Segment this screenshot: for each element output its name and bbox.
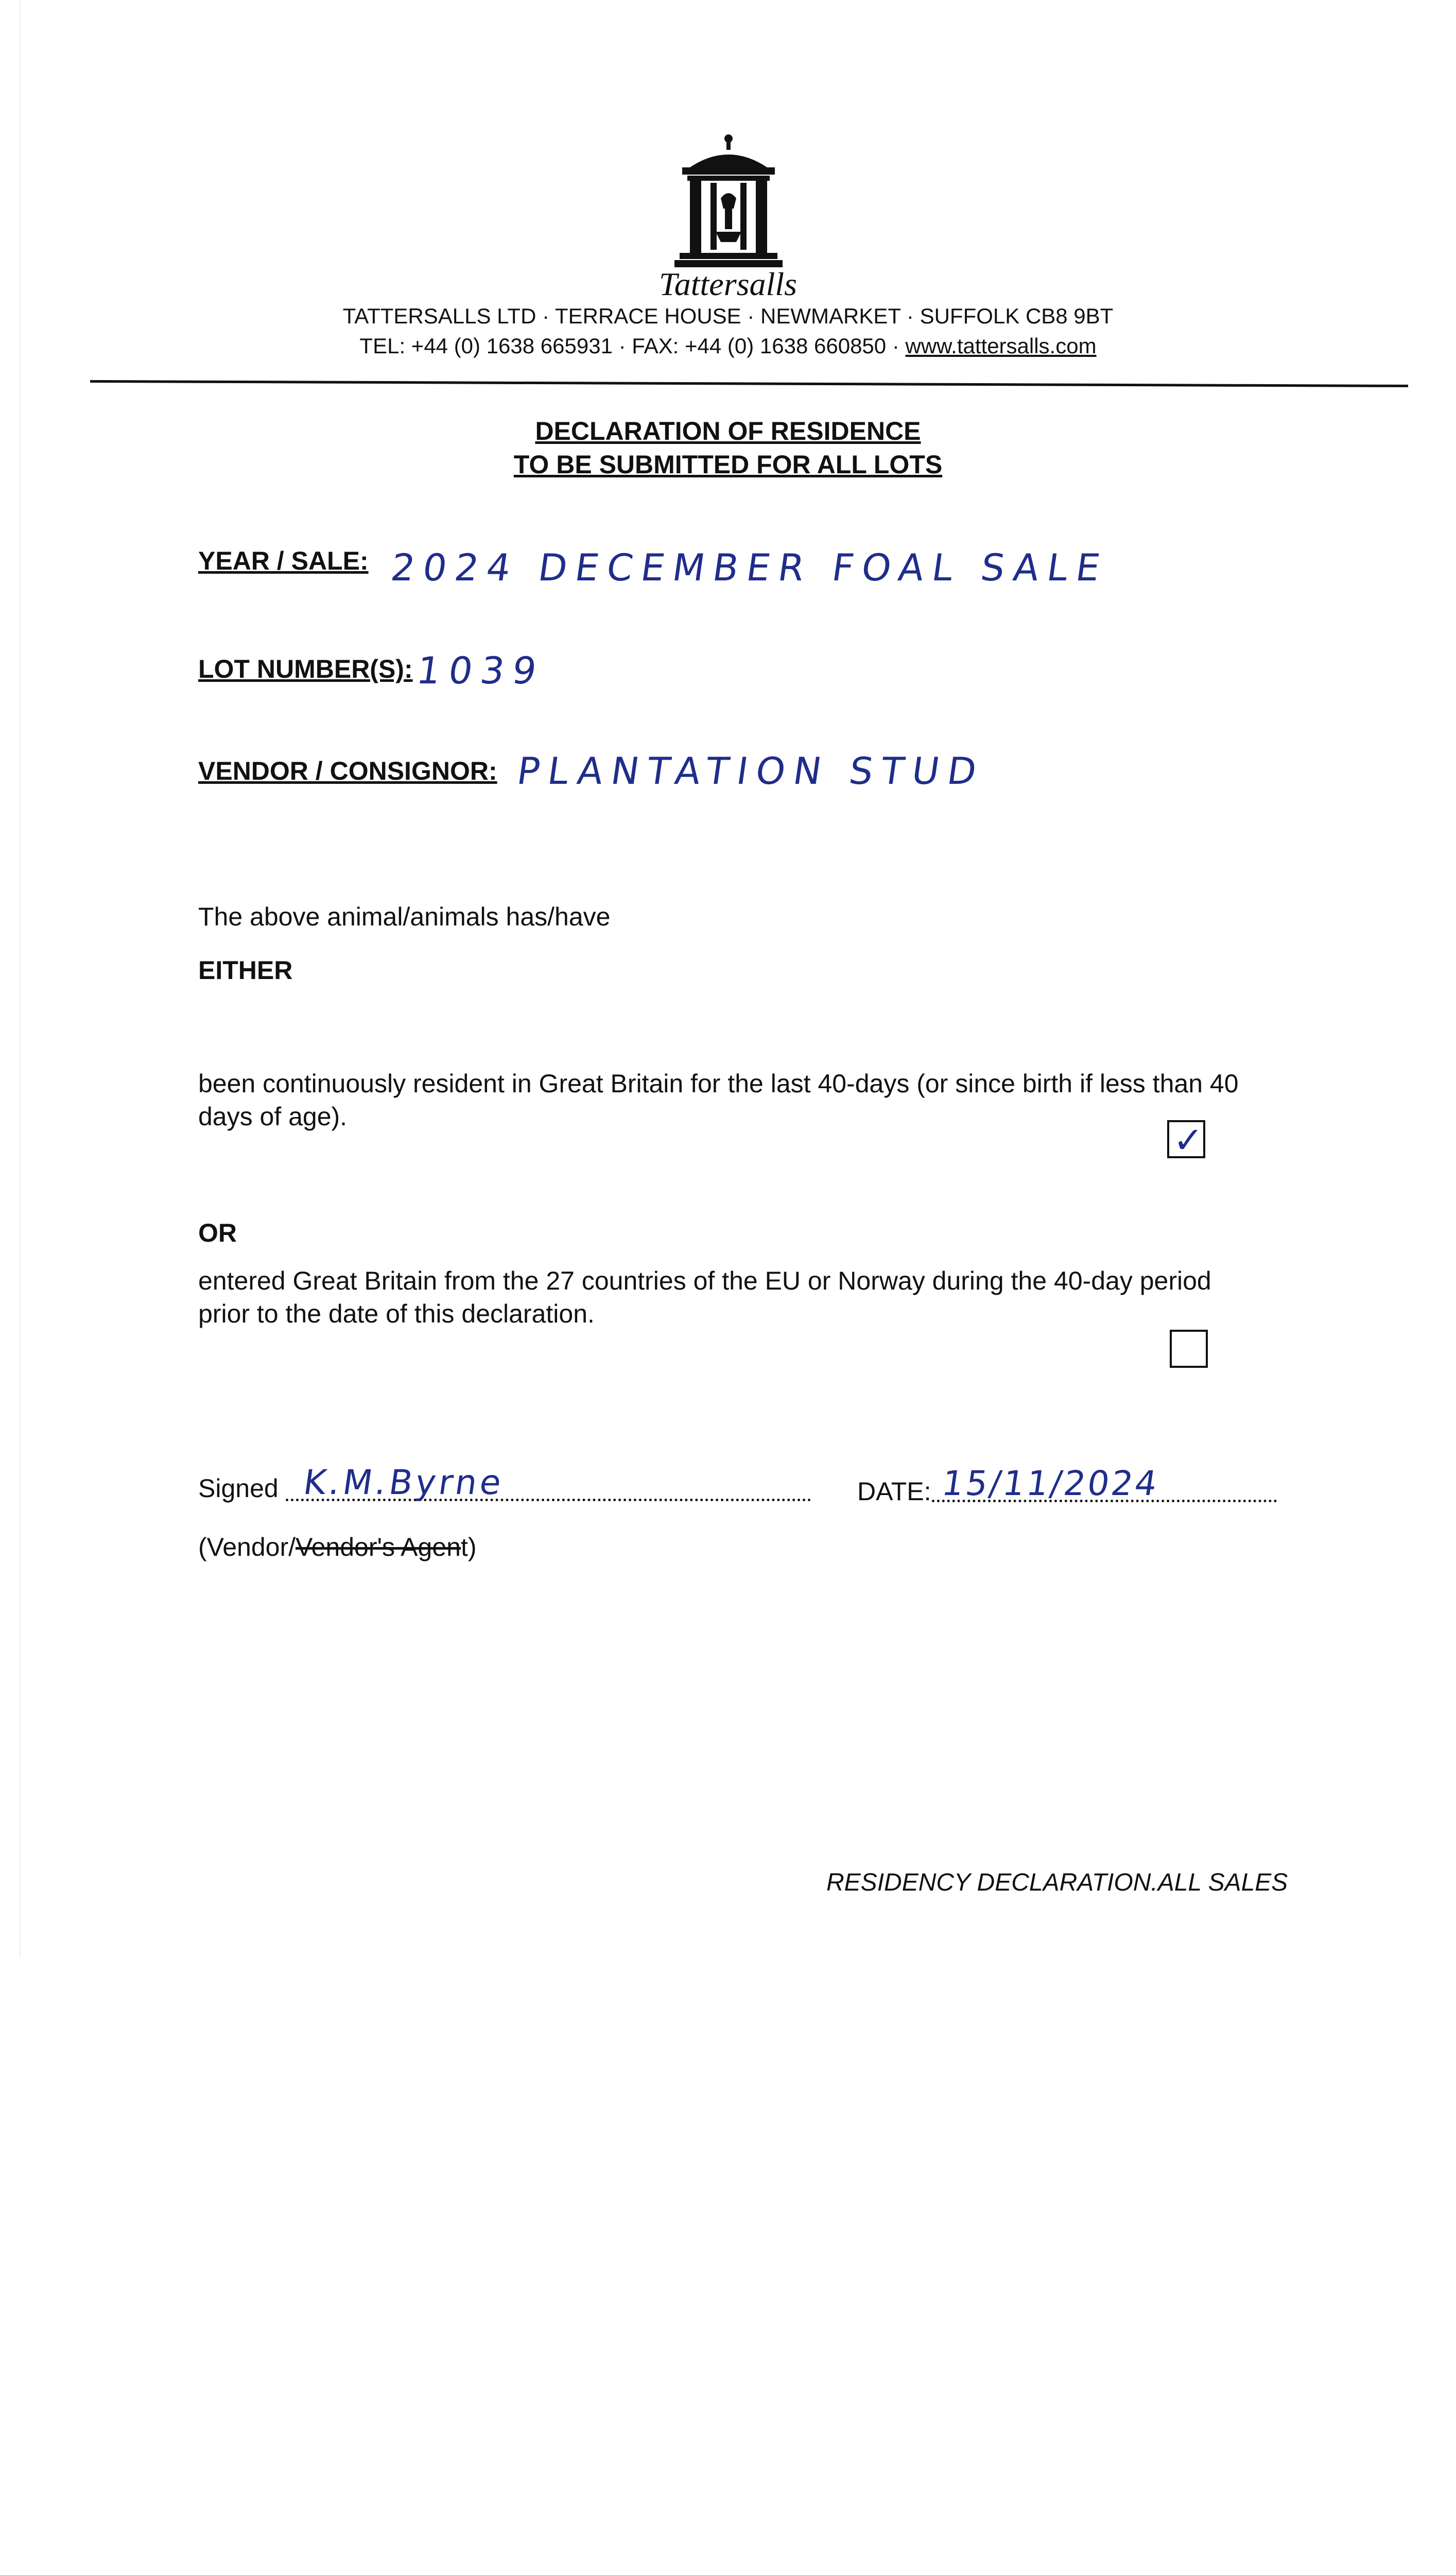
date-label: DATE: (857, 1477, 931, 1506)
option-2-line-2: prior to the date of this declaration. (198, 1299, 595, 1328)
option-1-line-1: been continuously resident in Great Britain for the last 40-days (or since birth if less than 40 (198, 1069, 1239, 1098)
vendor-consignor-label: VENDOR / CONSIGNOR: (198, 757, 497, 785)
form-identifier: RESIDENCY DECLARATION.ALL SALES (826, 1869, 1288, 1896)
lot-number-value[interactable]: 1039 (414, 649, 548, 692)
or-heading: OR (198, 1218, 237, 1247)
year-sale-value[interactable]: 2024 DECEMBER FOAL SALE (388, 546, 1111, 589)
date-value: 15/11/2024 (939, 1464, 1162, 1503)
document-title: DECLARATION OF RESIDENCE (535, 417, 921, 445)
brand-name: Tattersalls (659, 266, 797, 302)
lot-number-label: LOT NUMBER(S): (198, 655, 413, 683)
signed-label: Signed (198, 1474, 279, 1503)
option-2-text (198, 1264, 1290, 1330)
year-sale-label: YEAR / SALE: (198, 546, 369, 575)
checkmark-icon: ✓ (1173, 1119, 1204, 1161)
signature-value: K.M.Byrne (301, 1463, 507, 1502)
header-divider (90, 380, 1408, 387)
option-2-line-1: entered Great Britain from the 27 countries of the EU or Norway during the 40-day period (198, 1266, 1211, 1295)
option-2-checkbox[interactable] (1170, 1330, 1208, 1368)
either-heading: EITHER (198, 956, 293, 985)
contact-line (0, 334, 1456, 358)
role-vendor: (Vendor/ (198, 1533, 296, 1561)
document-subtitle: TO BE SUBMITTED FOR ALL LOTS (513, 450, 943, 479)
temple-fountain-logo-icon (669, 131, 788, 270)
option-1-checkbox[interactable] (1167, 1119, 1205, 1161)
vendor-consignor-value[interactable]: PLANTATION STUD (514, 749, 987, 793)
website-link[interactable]: www.tattersalls.com (905, 334, 1097, 358)
option-1-text (198, 1067, 1290, 1133)
role-agent-struck: Vendor's Agen (296, 1533, 461, 1561)
signer-role (198, 1531, 477, 1564)
option-1-line-2: days of age). (198, 1102, 348, 1131)
company-address: TATTERSALLS LTD · TERRACE HOUSE · NEWMARKET · SUFFOLK CB8 9BT (342, 304, 1114, 328)
contact-numbers: TEL: +44 (0) 1638 665931 · FAX: +44 (0) 1638 660850 · (359, 334, 906, 358)
statement-intro: The above animal/animals has/have (198, 902, 611, 931)
role-close: t) (460, 1533, 477, 1561)
